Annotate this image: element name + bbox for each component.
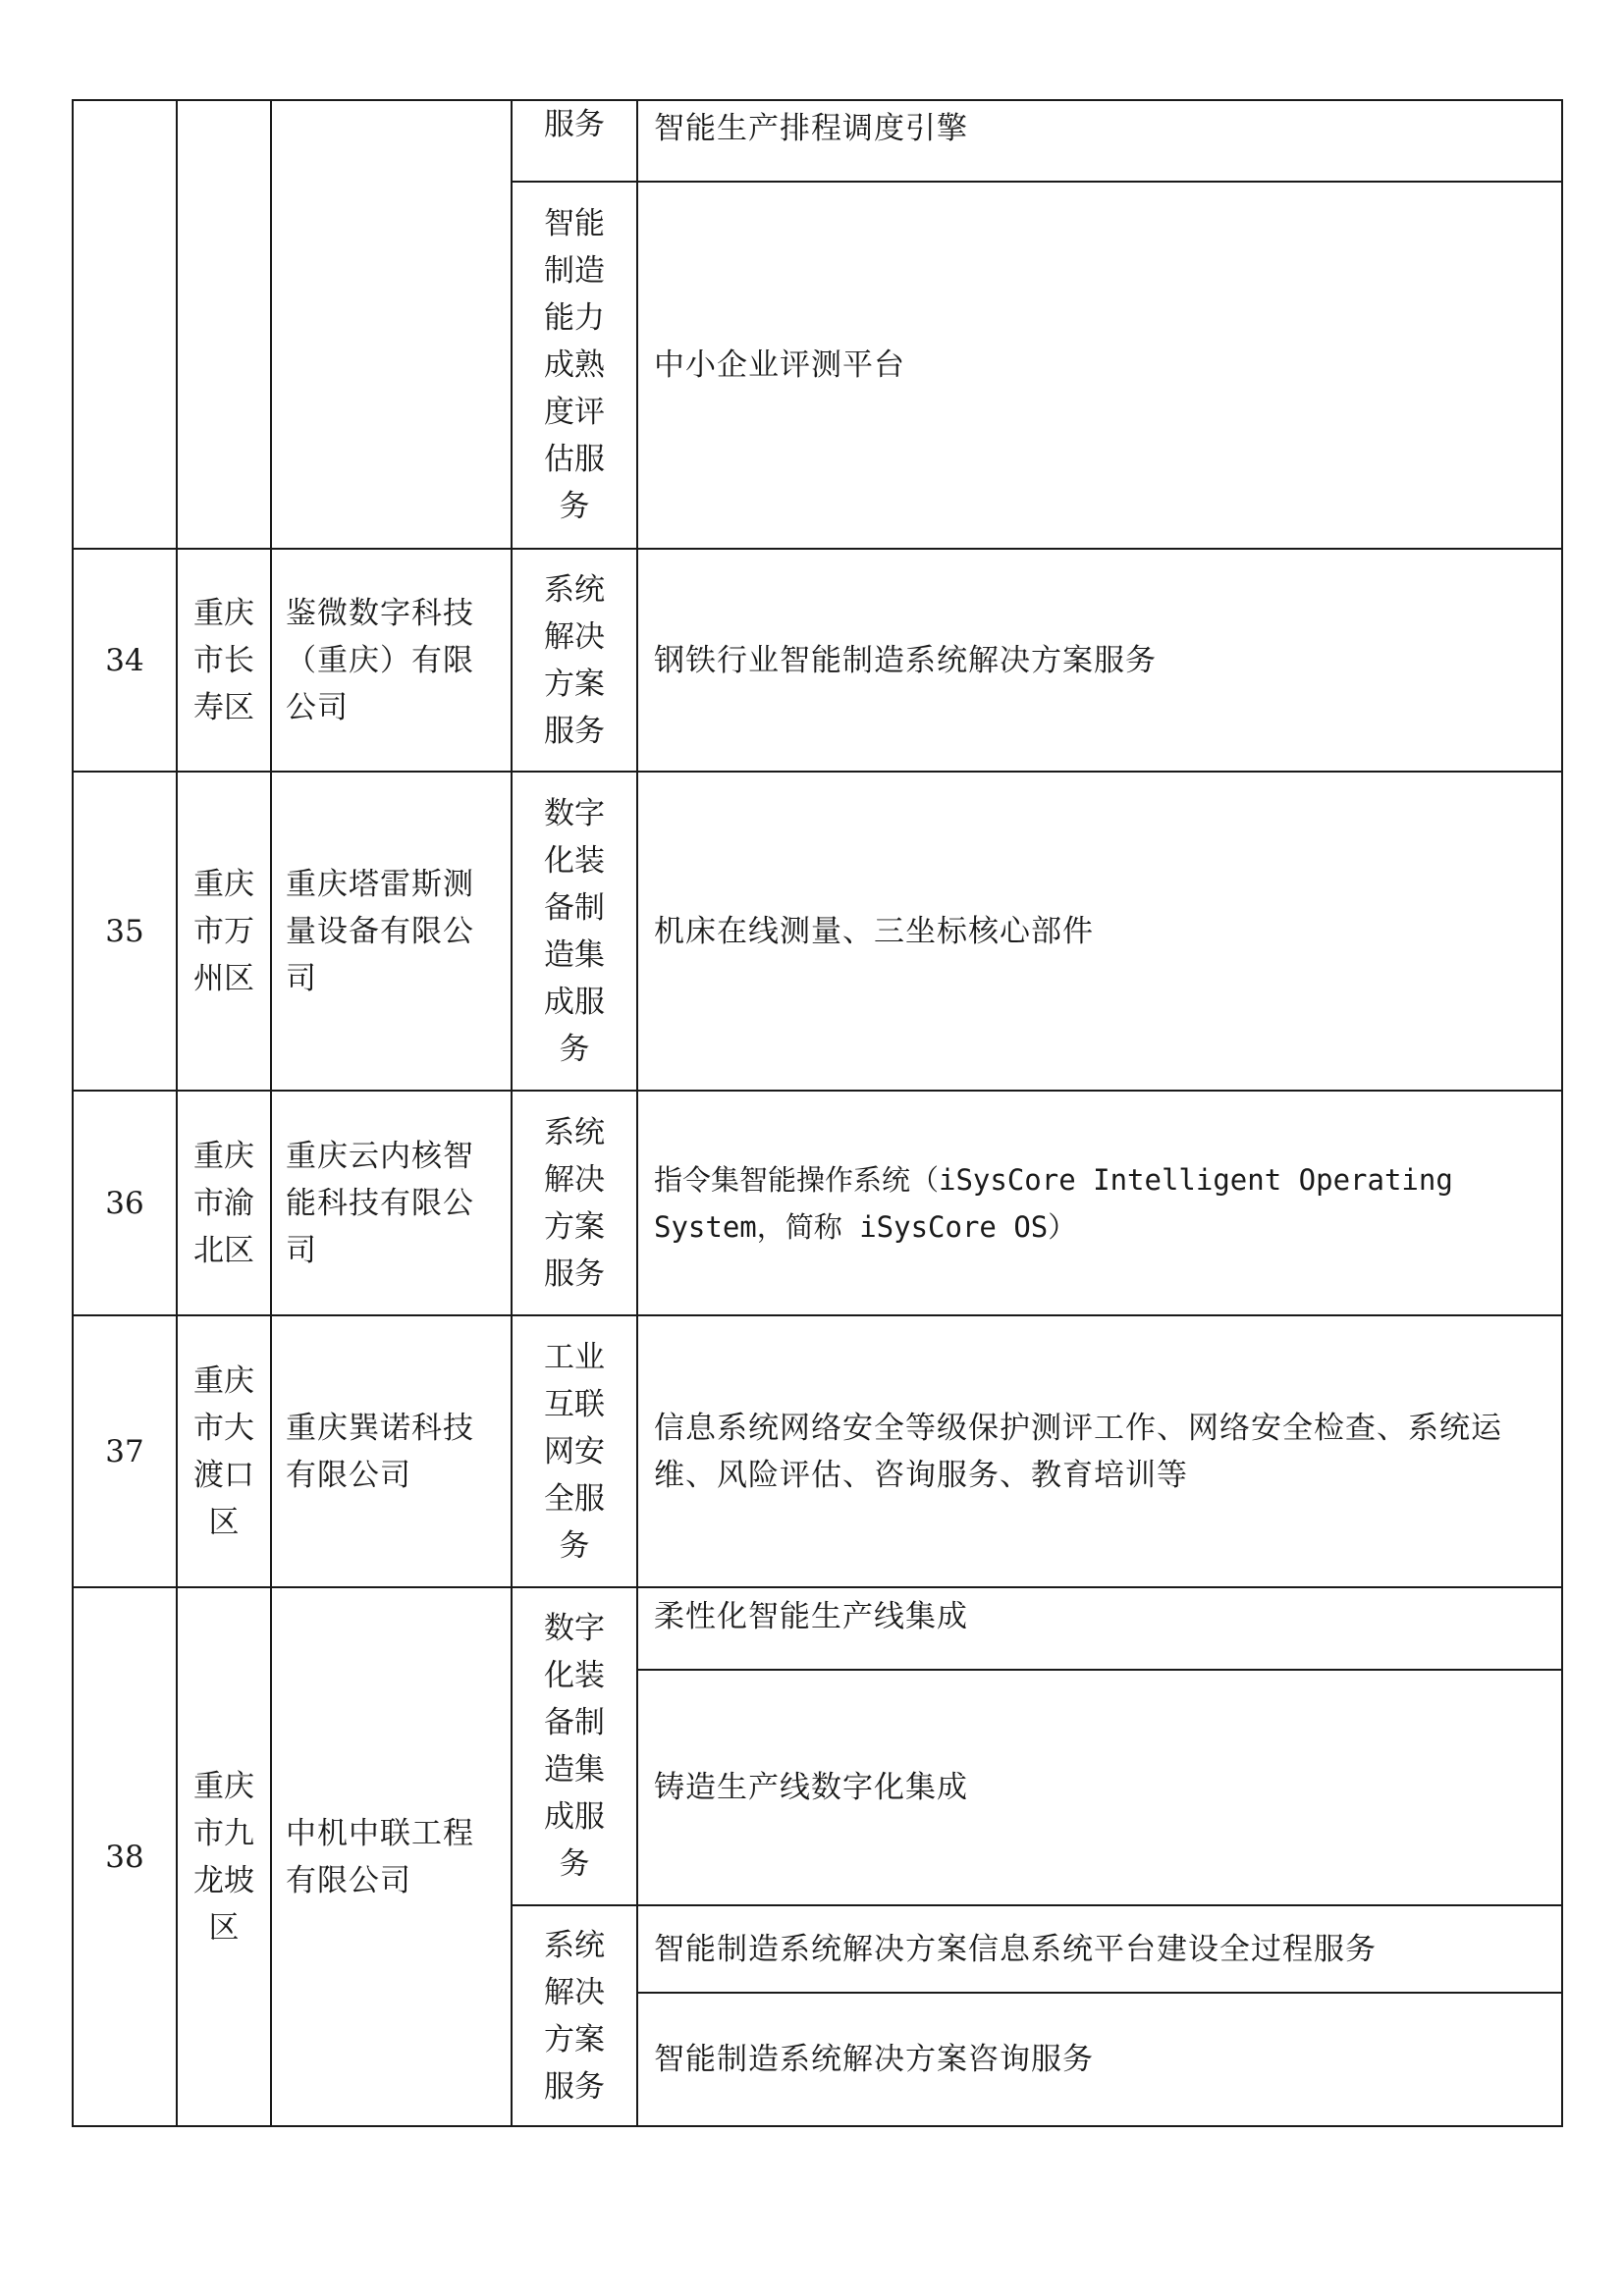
region-line: 重庆: [193, 1138, 254, 1174]
region-line: 重庆: [193, 1362, 254, 1399]
category-line: 度评: [544, 395, 605, 430]
row-number: 38: [73, 1587, 177, 2126]
content-cell: [637, 549, 1562, 772]
category-line: 造集: [544, 936, 605, 973]
company-line: 公司: [286, 689, 349, 725]
company-line: 司: [286, 1232, 317, 1268]
category-line: 数字: [544, 1611, 605, 1646]
content-text: 智能生产排程调度引擎: [654, 111, 968, 146]
region-line: 重庆: [193, 595, 254, 631]
category-cell: [512, 1091, 637, 1315]
region-cell: [177, 100, 271, 549]
content-cell: [637, 1315, 1562, 1587]
region-line: 渡口: [193, 1457, 254, 1493]
category-cell: [512, 100, 637, 182]
content-line: 信息系统网络安全等级保护测评工作、网络安全检查、系统运: [654, 1410, 1502, 1446]
company-cell: [271, 549, 512, 772]
content-cell: [637, 1905, 1562, 1993]
row-number: 36: [73, 1091, 177, 1315]
company-line: 司: [286, 960, 317, 996]
category-line: 全服: [544, 1480, 605, 1517]
company-cell: [271, 772, 512, 1091]
company-cell: [271, 1315, 512, 1587]
company-line: 重庆云内核智: [286, 1138, 474, 1174]
content-cell: [637, 1091, 1562, 1315]
category-line: 方案: [544, 666, 605, 702]
row-number: 35: [73, 772, 177, 1091]
company-line: 能科技有限公: [286, 1185, 474, 1221]
company-line: 重庆巽诺科技: [286, 1410, 474, 1446]
region-line: 市长: [193, 642, 254, 678]
content-text: 智能制造系统解决方案咨询服务: [654, 2042, 1094, 2077]
region-line: 区: [208, 1909, 240, 1946]
category-line: 服务: [544, 2068, 605, 2105]
company-cell: [271, 100, 512, 549]
category-line: 务: [559, 1527, 590, 1564]
category-line: 制造: [544, 253, 605, 289]
category-line: 系统: [544, 1114, 605, 1150]
category-cell: [512, 549, 637, 772]
category-cell: [512, 182, 637, 549]
company-cell: [271, 1587, 512, 2126]
category-cell: [512, 772, 637, 1091]
category-line: 务: [559, 1031, 590, 1067]
category-line: 服务: [544, 1255, 605, 1292]
category-line: 系统: [544, 1927, 605, 1963]
region-cell: [177, 772, 271, 1091]
category-line: 方案: [544, 2021, 605, 2057]
content-cell: [637, 772, 1562, 1091]
category-line: 估服: [544, 442, 605, 477]
table-row: [73, 1315, 1562, 1587]
region-line: 北区: [193, 1232, 254, 1268]
content-text: 机床在线测量、三坐标核心部件: [654, 913, 1094, 949]
content-line: 维、风险评估、咨询服务、教育培训等: [654, 1457, 1188, 1493]
category-line: 服务: [544, 713, 605, 749]
service-provider-table: [72, 99, 1563, 2127]
category-line: 系统: [544, 571, 605, 608]
company-line: 中机中联工程: [286, 1815, 474, 1851]
category-line: 成熟: [544, 347, 605, 383]
content-line: 指令集智能操作系统（iSysCore Intelligent Operating: [654, 1162, 1453, 1197]
region-line: 重庆: [193, 1768, 254, 1804]
category-line: 务: [559, 489, 590, 524]
region-line: 龙坡: [193, 1862, 254, 1898]
category-line: 方案: [544, 1208, 605, 1245]
category-line: 务: [559, 1846, 590, 1882]
category-line: 互联: [544, 1386, 605, 1422]
content-cell: [637, 100, 1562, 182]
category-line: 工业: [544, 1339, 605, 1375]
category-line: 解决: [544, 1161, 605, 1198]
region-line: 重庆: [193, 866, 254, 902]
category-line: 化装: [544, 842, 605, 879]
category-line: 备制: [544, 889, 605, 926]
category-line: 成服: [544, 1799, 605, 1835]
company-line: 有限公司: [286, 1862, 411, 1898]
category-line: 化装: [544, 1658, 605, 1693]
region-cell: [177, 1587, 271, 2126]
table-row: [73, 100, 1562, 182]
content-cell: [637, 1670, 1562, 1905]
content-text: 铸造生产线数字化集成: [654, 1770, 968, 1805]
row-number: 34: [73, 549, 177, 772]
region-line: 寿区: [193, 689, 254, 725]
category-line: 数字: [544, 795, 605, 831]
category-line: 解决: [544, 618, 605, 655]
content-text: 中小企业评测平台: [654, 347, 905, 383]
category-line: 服务: [544, 107, 605, 142]
category-line: 能力: [544, 300, 605, 336]
num-cell: [73, 100, 177, 549]
region-line: 市万: [193, 913, 254, 949]
table-row: [73, 772, 1562, 1091]
region-cell: [177, 1091, 271, 1315]
region-line: 市大: [193, 1410, 254, 1446]
region-line: 市九: [193, 1815, 254, 1851]
region-cell: [177, 549, 271, 772]
region-line: 区: [208, 1504, 240, 1540]
region-cell: [177, 1315, 271, 1587]
company-line: 重庆塔雷斯测: [286, 866, 474, 902]
company-cell: [271, 1091, 512, 1315]
content-cell: [637, 1587, 1562, 1670]
table-row: [73, 549, 1562, 772]
table-row: [73, 1091, 1562, 1315]
category-line: 备制: [544, 1705, 605, 1740]
content-text: 智能制造系统解决方案信息系统平台建设全过程服务: [654, 1931, 1377, 1967]
category-line: 成服: [544, 984, 605, 1020]
category-line: 造集: [544, 1752, 605, 1788]
company-line: 量设备有限公: [286, 913, 474, 949]
category-cell: [512, 1587, 637, 1905]
category-line: 智能: [544, 206, 605, 241]
row-number: 37: [73, 1315, 177, 1587]
category-line: 解决: [544, 1974, 605, 2010]
table-row: [73, 1587, 1562, 1670]
region-line: 市渝: [193, 1185, 254, 1221]
company-line: 有限公司: [286, 1457, 411, 1493]
category-cell: [512, 1315, 637, 1587]
region-line: 州区: [193, 960, 254, 996]
content-cell: [637, 182, 1562, 549]
content-cell: [637, 1993, 1562, 2126]
content-text: 钢铁行业智能制造系统解决方案服务: [654, 642, 1157, 678]
category-line: 网安: [544, 1433, 605, 1469]
content-line: System，简称 iSysCore OS）: [654, 1209, 1077, 1244]
company-line: 鉴微数字科技: [286, 595, 474, 631]
content-text: 柔性化智能生产线集成: [654, 1599, 968, 1634]
company-line: （重庆）有限: [286, 642, 474, 678]
category-cell: [512, 1905, 637, 2126]
